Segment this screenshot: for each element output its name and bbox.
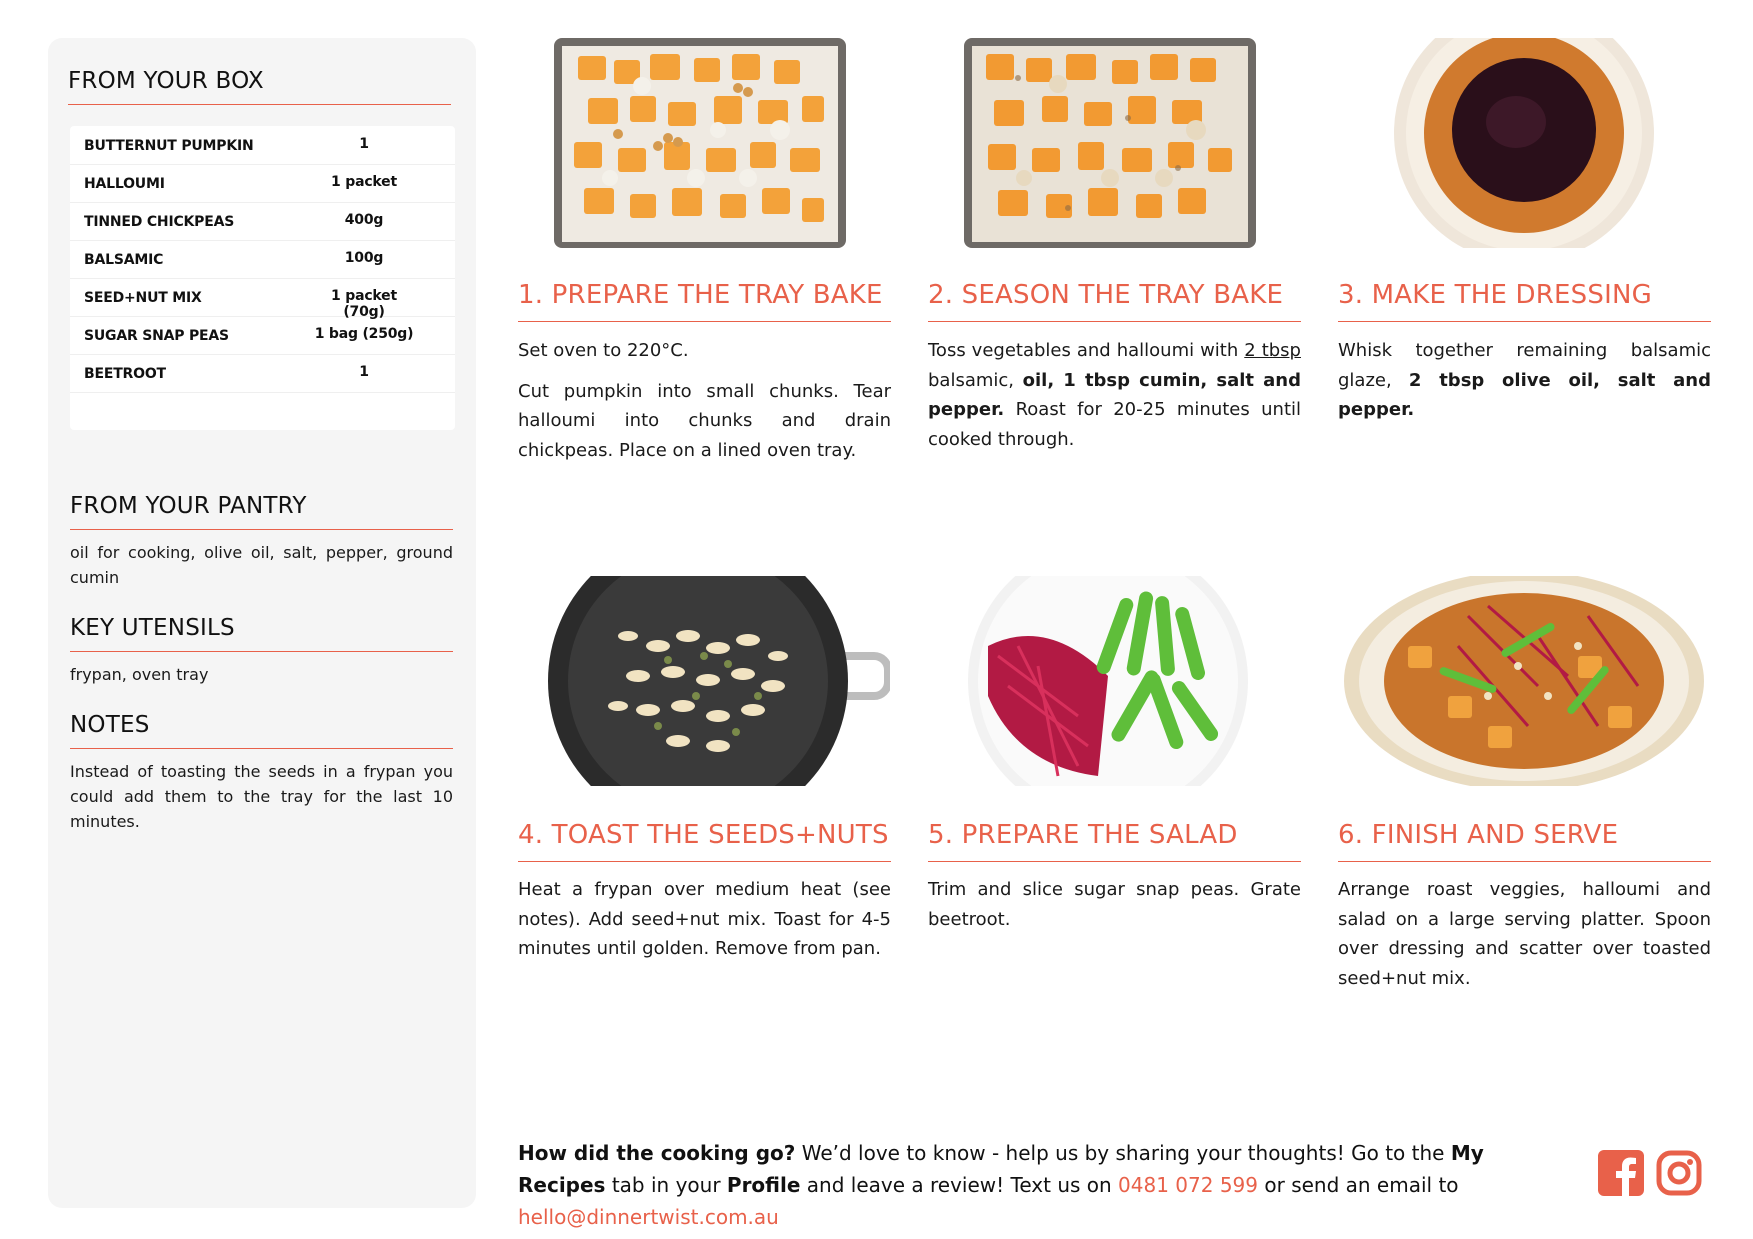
text-run: We’d love to know - help us by sharing your thoughts! Go to the <box>795 1141 1451 1165</box>
ingredient-name: BUTTERNUT PUMPKIN <box>84 138 254 154</box>
step-5-photo <box>928 576 1300 786</box>
table-row <box>70 240 455 279</box>
facebook-icon[interactable] <box>1598 1150 1644 1196</box>
step-6-text: Arrange roast veggies, halloumi and salad on a large serving platter. Spoon over dressing and scatter over toasted seed+nut mix. <box>1338 879 1711 989</box>
feedback-question: How did the cooking go? <box>518 1141 796 1165</box>
text-run: or send an email to <box>1258 1173 1459 1197</box>
ingredient-name: TINNED CHICKPEAS <box>84 214 235 230</box>
table-row <box>70 316 455 355</box>
utensils-text: frypan, oven tray <box>70 665 209 684</box>
table-row <box>70 126 455 165</box>
table-row <box>70 202 455 241</box>
step-divider <box>928 321 1301 322</box>
ingredient-qty: 1 packet (70g) <box>331 288 397 320</box>
ingredient-qty: 100g <box>344 250 384 266</box>
ingredient-name: SEED+NUT MIX <box>84 290 202 306</box>
text-run: oil, 1 tbsp cumin, salt and pepper. <box>928 369 1301 420</box>
ingredients-sidebar <box>48 38 476 1208</box>
step-divider <box>518 321 891 322</box>
notes-title: NOTES <box>70 712 150 738</box>
section-divider <box>68 104 451 105</box>
text-run: 2 tbsp olive oil, salt and pepper. <box>1338 369 1711 420</box>
text-run: Roast for 20-25 minutes until cooked through. <box>928 399 1301 450</box>
step-2-title: 2. SEASON THE TRAY BAKE <box>928 280 1284 310</box>
section-divider <box>70 748 453 749</box>
pantry-text: oil for cooking, olive oil, salt, pepper, ground cumin <box>70 543 453 587</box>
step-4-text: Heat a frypan over medium heat (see notes). Add seed+nut mix. Toast for 4-5 minutes until golden. Remove from pan. <box>518 879 891 959</box>
instagram-icon[interactable] <box>1656 1150 1702 1196</box>
notes-text: Instead of toasting the seeds in a frypan you could add them to the tray for the last 10 minutes. <box>70 762 453 831</box>
step-1-text <box>518 336 891 476</box>
section-divider <box>70 651 453 652</box>
text-run: balsamic, <box>928 369 1023 391</box>
step-1-paragraph: Set oven to 220°C. <box>518 340 689 361</box>
ingredient-name: BEETROOT <box>84 366 166 382</box>
ingredient-name: HALLOUMI <box>84 176 165 192</box>
text-run: Toss vegetables and halloumi with <box>928 340 1245 361</box>
step-1-photo <box>518 38 890 248</box>
from-your-pantry-title: FROM YOUR PANTRY <box>70 493 307 519</box>
table-row <box>70 164 455 203</box>
box-ingredients-table <box>70 126 455 430</box>
ingredient-name: BALSAMIC <box>84 252 164 268</box>
section-divider <box>70 529 453 530</box>
ingredient-qty: 400g <box>344 212 384 228</box>
step-divider <box>1338 321 1711 322</box>
from-your-box-title: FROM YOUR BOX <box>68 68 264 94</box>
table-row <box>70 278 455 320</box>
text-run: 2 tbsp <box>1244 340 1301 361</box>
ingredient-name: SUGAR SNAP PEAS <box>84 328 229 344</box>
my-recipes-label: My Recipes <box>518 1141 1484 1197</box>
step-1-title: 1. PREPARE THE TRAY BAKE <box>518 280 883 310</box>
step-3-title: 3. MAKE THE DRESSING <box>1338 280 1652 310</box>
text-run: and leave a review! Text us on <box>800 1173 1119 1197</box>
step-4-title: 4. TOAST THE SEEDS+NUTS <box>518 820 889 850</box>
step-6-photo <box>1338 576 1710 786</box>
ingredient-qty: 1 <box>359 136 369 152</box>
step-3-photo <box>1338 38 1710 248</box>
step-divider <box>1338 861 1711 862</box>
step-4-photo <box>518 576 890 786</box>
email-link[interactable]: hello@dinnertwist.com.au <box>518 1205 779 1229</box>
ingredient-qty: 1 packet <box>331 174 397 190</box>
table-row <box>70 354 455 393</box>
step-1-paragraph: Cut pumpkin into small chunks. Tear halloumi into chunks and drain chickpeas. Place on a lined oven tray. <box>518 380 891 461</box>
step-5-title: 5. PREPARE THE SALAD <box>928 820 1238 850</box>
step-6-title: 6. FINISH AND SERVE <box>1338 820 1619 850</box>
text-run: Whisk together remaining balsamic glaze, <box>1338 340 1711 391</box>
step-divider <box>518 861 891 862</box>
profile-label: Profile <box>726 1173 801 1197</box>
ingredient-qty: 1 <box>359 364 369 380</box>
feedback-footer <box>518 1137 1578 1233</box>
phone-link[interactable]: 0481 072 599 <box>1118 1173 1259 1197</box>
step-divider <box>928 861 1301 862</box>
step-2-photo <box>928 38 1300 248</box>
step-5-text: Trim and slice sugar snap peas. Grate beetroot. <box>928 879 1301 930</box>
step-2-text <box>928 336 1301 454</box>
key-utensils-title: KEY UTENSILS <box>70 615 235 641</box>
step-3-text <box>1338 336 1711 425</box>
text-run: tab in your <box>605 1173 727 1197</box>
ingredient-qty: 1 bag (250g) <box>314 326 414 342</box>
